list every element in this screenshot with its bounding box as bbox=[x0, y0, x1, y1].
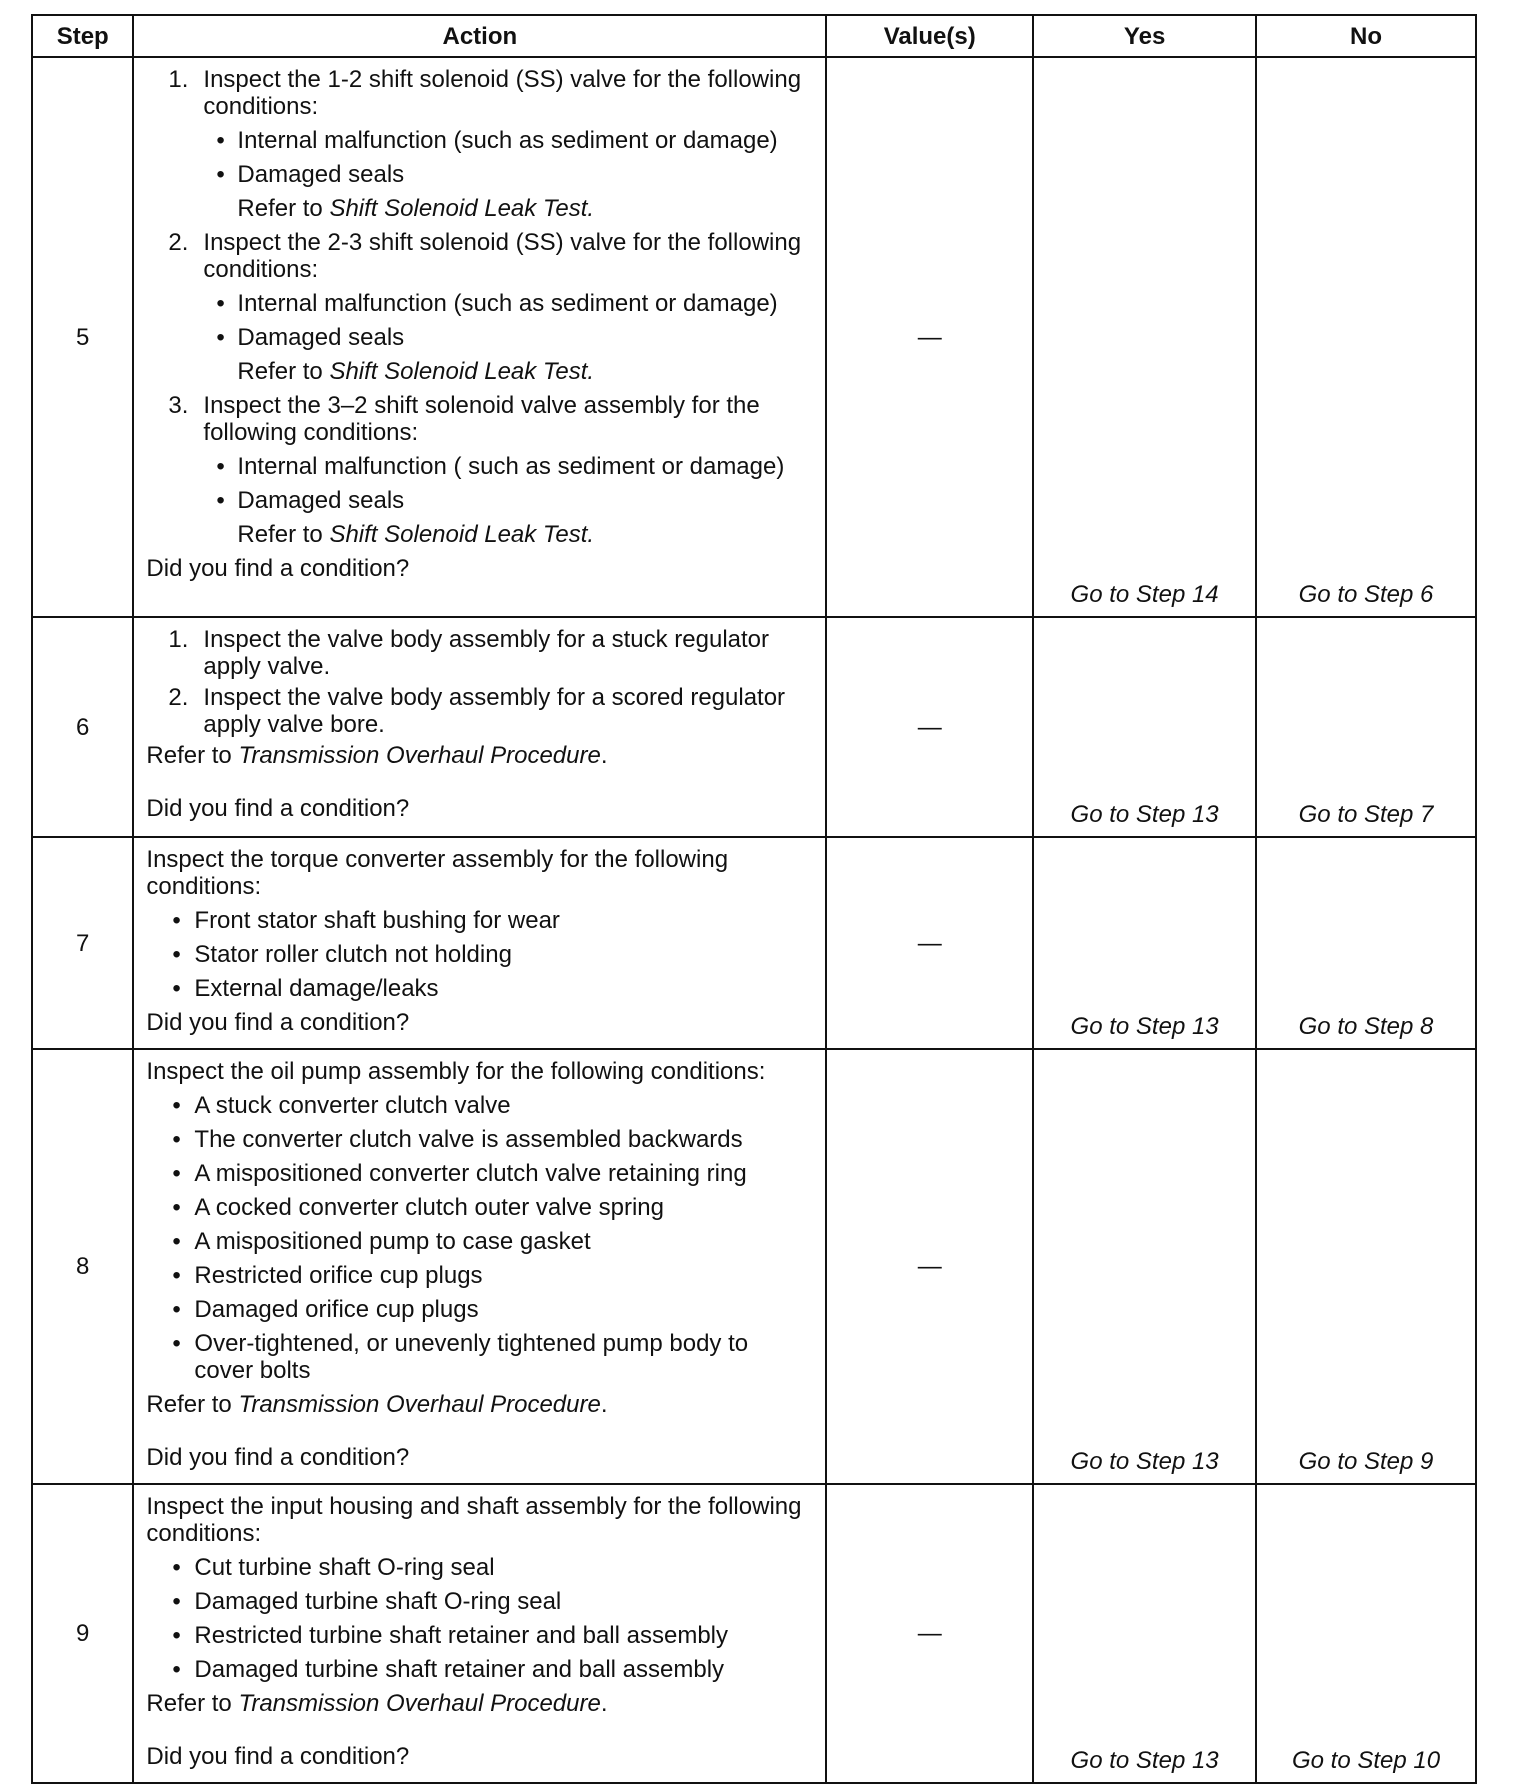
bullet-icon: • bbox=[172, 1622, 181, 1649]
list-item: • Restricted turbine shaft retainer and ball assembly bbox=[172, 1622, 729, 1649]
list-item: • External damage/leaks bbox=[172, 975, 439, 1002]
header-row bbox=[32, 15, 1476, 57]
diagnostic-table bbox=[31, 14, 1477, 1784]
value-cell: — bbox=[826, 837, 1033, 1049]
action-cell bbox=[133, 1484, 826, 1783]
value-cell: — bbox=[826, 1049, 1033, 1484]
bullet-icon: • bbox=[172, 1330, 181, 1357]
list-item: • Internal malfunction (such as sediment or damage) bbox=[216, 290, 778, 317]
value-cell: — bbox=[826, 1484, 1033, 1783]
item-text: Inspect the 2-3 shift solenoid (SS) valve for the following conditions: bbox=[203, 229, 802, 283]
bullet-icon: • bbox=[172, 1656, 181, 1683]
bullet-icon: • bbox=[172, 1092, 181, 1119]
step-number: 5 bbox=[32, 57, 133, 617]
reference-line: Refer to Transmission Overhaul Procedure. bbox=[146, 1391, 608, 1418]
reference-link: Shift Solenoid Leak Test. bbox=[329, 195, 595, 222]
yes-cell: Go to Step 13 bbox=[1033, 1484, 1256, 1783]
numbered-item bbox=[146, 684, 813, 738]
no-cell: Go to Step 9 bbox=[1256, 1049, 1476, 1484]
bullet-icon: • bbox=[216, 453, 225, 480]
bullet-icon: • bbox=[172, 1126, 181, 1153]
reference-line: Refer to Shift Solenoid Leak Test. bbox=[237, 521, 595, 548]
item-text: Inspect the 1-2 shift solenoid (SS) valve for the following conditions: bbox=[203, 66, 802, 120]
intro-text: Inspect the torque converter assembly for the following conditions: bbox=[146, 846, 729, 900]
yes-cell: Go to Step 14 bbox=[1033, 57, 1256, 617]
item-number: 2. bbox=[168, 229, 189, 256]
step-number: 8 bbox=[32, 1049, 133, 1484]
reference-line: Refer to Shift Solenoid Leak Test. bbox=[237, 358, 595, 385]
table-row-step-9 bbox=[32, 1484, 1476, 1783]
item-number: 1. bbox=[168, 66, 189, 93]
list-item: • Over-tightened, or unevenly tightened pump body to cover bolts bbox=[172, 1330, 749, 1384]
bullet-icon: • bbox=[172, 1194, 181, 1221]
action-cell bbox=[133, 1049, 826, 1484]
no-cell: Go to Step 6 bbox=[1256, 57, 1476, 617]
list-item: • The converter clutch valve is assembled backwards bbox=[172, 1126, 743, 1153]
reference-line: Refer to Transmission Overhaul Procedure. bbox=[146, 1690, 608, 1717]
list-item: • Restricted orifice cup plugs bbox=[172, 1262, 483, 1289]
list-item: • Internal malfunction ( such as sediment or damage) bbox=[216, 453, 785, 480]
table-row-step-8 bbox=[32, 1049, 1476, 1484]
header-step: Step bbox=[32, 15, 133, 57]
numbered-item bbox=[146, 626, 813, 680]
step-number: 9 bbox=[32, 1484, 133, 1783]
bullet-icon: • bbox=[172, 1296, 181, 1323]
numbered-item bbox=[146, 66, 813, 120]
bullet-icon: • bbox=[216, 161, 225, 188]
table-row-step-5 bbox=[32, 57, 1476, 617]
value-cell: — bbox=[826, 57, 1033, 617]
reference-link: Shift Solenoid Leak Test. bbox=[329, 521, 595, 548]
list-item: • Cut turbine shaft O-ring seal bbox=[172, 1554, 495, 1581]
numbered-item bbox=[146, 392, 813, 446]
bullet-icon: • bbox=[172, 1160, 181, 1187]
no-cell: Go to Step 7 bbox=[1256, 617, 1476, 837]
reference-link: Transmission Overhaul Procedure bbox=[238, 1391, 601, 1418]
header-values: Value(s) bbox=[826, 15, 1033, 57]
bullet-icon: • bbox=[172, 1228, 181, 1255]
bullet-icon: • bbox=[216, 127, 225, 154]
list-item: • Damaged seals bbox=[216, 161, 405, 188]
action-cell bbox=[133, 837, 826, 1049]
bullet-icon: • bbox=[172, 1554, 181, 1581]
list-item: • Damaged turbine shaft retainer and ball assembly bbox=[172, 1656, 725, 1683]
bullet-icon: • bbox=[172, 1262, 181, 1289]
reference-link: Shift Solenoid Leak Test. bbox=[329, 358, 595, 385]
question-text: Did you find a condition? bbox=[146, 555, 410, 582]
bullet-icon: • bbox=[172, 1588, 181, 1615]
intro-text: Inspect the input housing and shaft assembly for the following conditions: bbox=[146, 1493, 802, 1547]
item-text: Inspect the 3–2 shift solenoid valve assembly for the following conditions: bbox=[203, 392, 760, 446]
list-item: • A mispositioned converter clutch valve retaining ring bbox=[172, 1160, 747, 1187]
list-item: • Damaged orifice cup plugs bbox=[172, 1296, 479, 1323]
list-item: • Damaged seals bbox=[216, 324, 405, 351]
item-number: 2. bbox=[168, 684, 189, 711]
header-no: No bbox=[1256, 15, 1476, 57]
yes-cell: Go to Step 13 bbox=[1033, 837, 1256, 1049]
list-item: • Front stator shaft bushing for wear bbox=[172, 907, 560, 934]
header-action: Action bbox=[133, 15, 826, 57]
action-cell bbox=[133, 57, 826, 617]
value-cell: — bbox=[826, 617, 1033, 837]
question-text: Did you find a condition? bbox=[146, 1743, 410, 1770]
reference-link: Transmission Overhaul Procedure bbox=[238, 1690, 601, 1717]
list-item: • Internal malfunction (such as sediment or damage) bbox=[216, 127, 778, 154]
list-item: • Damaged turbine shaft O-ring seal bbox=[172, 1588, 562, 1615]
bullet-icon: • bbox=[216, 487, 225, 514]
yes-cell: Go to Step 13 bbox=[1033, 617, 1256, 837]
step-number: 6 bbox=[32, 617, 133, 837]
no-cell: Go to Step 8 bbox=[1256, 837, 1476, 1049]
bullet-icon: • bbox=[172, 907, 181, 934]
list-item: • Damaged seals bbox=[216, 487, 405, 514]
yes-cell: Go to Step 13 bbox=[1033, 1049, 1256, 1484]
reference-line: Refer to Shift Solenoid Leak Test. bbox=[237, 195, 595, 222]
intro-text: Inspect the oil pump assembly for the following conditions: bbox=[146, 1058, 766, 1085]
question-text: Did you find a condition? bbox=[146, 795, 410, 822]
action-cell bbox=[133, 617, 826, 837]
header-yes: Yes bbox=[1033, 15, 1256, 57]
no-cell: Go to Step 10 bbox=[1256, 1484, 1476, 1783]
reference-link: Transmission Overhaul Procedure bbox=[238, 742, 601, 769]
bullet-icon: • bbox=[216, 290, 225, 317]
list-item: • A cocked converter clutch outer valve spring bbox=[172, 1194, 664, 1221]
reference-line: Refer to Transmission Overhaul Procedure. bbox=[146, 742, 608, 769]
numbered-item bbox=[146, 229, 813, 283]
bullet-icon: • bbox=[172, 975, 181, 1002]
table-row-step-7 bbox=[32, 837, 1476, 1049]
list-item: • A stuck converter clutch valve bbox=[172, 1092, 511, 1119]
bullet-icon: • bbox=[172, 941, 181, 968]
item-number: 3. bbox=[168, 392, 189, 419]
step-number: 7 bbox=[32, 837, 133, 1049]
item-text: Inspect the valve body assembly for a scored regulator apply valve bore. bbox=[203, 684, 786, 738]
list-item: • A mispositioned pump to case gasket bbox=[172, 1228, 591, 1255]
bullet-icon: • bbox=[216, 324, 225, 351]
list-item: • Stator roller clutch not holding bbox=[172, 941, 512, 968]
question-text: Did you find a condition? bbox=[146, 1444, 410, 1471]
item-number: 1. bbox=[168, 626, 189, 653]
table-row-step-6 bbox=[32, 617, 1476, 837]
item-text: Inspect the valve body assembly for a stuck regulator apply valve. bbox=[203, 626, 770, 680]
question-text: Did you find a condition? bbox=[146, 1009, 410, 1036]
